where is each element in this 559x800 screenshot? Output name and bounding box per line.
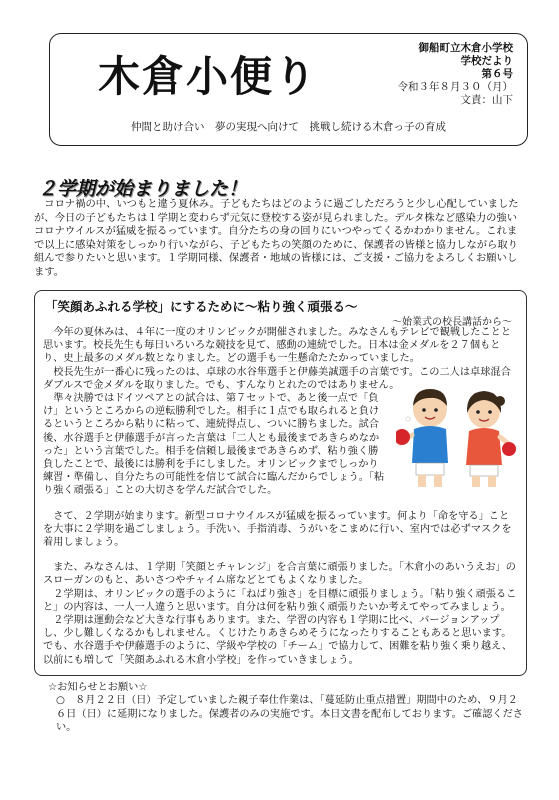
- table-tennis-illustration: [396, 379, 516, 489]
- speech-body: [43, 326, 519, 667]
- masthead: [49, 33, 528, 146]
- author: 文責：山下: [460, 94, 513, 106]
- paragraph: さて、２学期が始まります。新型コロナウイルスが猛威を振るっています。何より「命を守る」ことを大事に２学期を過ごしましょう。手洗い、手指消毒、うがいをこまめに行い、室内では必ずマスクを着用しましょう。: [43, 510, 512, 549]
- intro-paragraph: コロナ禍の中、いつもと違う夏休み。子どもたちはどのように過ごしただろうと少し心配していましたが、今日の子どもたちは１学期と変わらず元気に登校する姿が見られました。デルタ株など感染力の強いコロナウイルスが猛威を振るっています。自分たちの身の回りにいつやってくるかわかりません。これまで以上に感染対策をしっかり行いながら、子どもたちの笑顔のために、保護者の皆様と協力しながら取り組んで参りたいと思います。１学期同様、保護者・地域の皆様には、ご支援・ご協力をよろしくお願いします。: [34, 198, 519, 278]
- paragraph: ２学期は運動会など大きな行事もあります。また、学習の内容も１学期に比べ、バージョンアップし、少し難しくなるかもしれません。くじけたりあきらめそうになったりすることもあると思います。でも、水谷選手や伊藤選手のように、学級や学校の「チーム」で協力して、困難を粘り強く乗り越え、以前にも増して「笑顔あふれる木倉小学校」を作っていきましょう。: [43, 615, 513, 666]
- school-motto: 仲間と助け合い 夢の実現へ向けて 挑戦し続ける木倉っ子の育成: [131, 121, 446, 133]
- paragraph: ２学期は、オリンピックの選手のように「ねばり強さ」を目標に頑張りましょう。「粘り強く頑張ること」の内容は、一人一人違うと思います。自分は何を粘り強く頑張りたいか考えてやってみましょう。: [43, 588, 517, 613]
- box-subtitle: ～始業式の校長講話から～: [392, 317, 512, 328]
- issue-date: 令和３年８月３０（月）: [397, 81, 513, 93]
- girl-player-icon: [466, 391, 516, 487]
- notice-section: [48, 681, 526, 735]
- newsletter-title: 木倉小便り: [98, 52, 319, 101]
- notice-heading: ☆お知らせとお願い☆: [48, 682, 148, 693]
- principal-speech-box: [34, 290, 527, 676]
- box-title: 「笑顔あふれる学校」にするために～粘り強く頑張る～: [45, 299, 358, 314]
- boy-player-icon: [396, 389, 448, 487]
- paragraph: 準々決勝ではドイツペアとの試合は、第７セットで、あと後一点で「負け」というところからの逆転勝利でした。相手に１点でも取られると負けるというところから粘りに粘って、連続得点し、ついに勝ちました。試合後、水谷選手と伊藤選手が言った言葉は「二人とも最後まであきらめなかった」という言葉でした。相手を信頼し最後まであきらめず、粘り強く勝負したことで、最後には勝利を手にしました。オリンピックまでしっかり練習・準備し、自分たちの可能性を信じて試合に臨んだからでしょう。「粘り強く頑張る」ことの大切さを学んだ試合でした。: [43, 393, 385, 497]
- paragraph: 今年の夏休みは、４年に一度のオリンピックが開催されました。みなさんもテレビで観戦したことと思います。校長先生も毎日いろいろな競技を見て、感動の連続でした。日本は金メダルを２７個もとり、史上最多のメダル数となりました。どの選手も一生懸命たたかっていました。: [43, 327, 512, 365]
- school-name: 御船町立木倉小学校: [418, 42, 513, 54]
- paragraph: 校長先生が一番心に残ったのは、卓球の水谷隼選手と伊藤美誠選手の言葉です。この二人は卓球混合ダブルスで金メダルを取りました。でも、すんなりとれたのではありません。: [43, 366, 511, 391]
- newsletter-label: 学校だより: [460, 55, 513, 67]
- masthead-info: [398, 42, 514, 107]
- intro-text: [34, 198, 526, 280]
- paragraph: また、みなさんは、１学期「笑顔とチャレンジ」を合言葉に頑張りました。「木倉小のあいうえお」のスローガンのもと、あいさつやチャイム席などとてもよくなりました。: [43, 562, 516, 587]
- issue-number: 第６号: [481, 68, 513, 80]
- notice-item: ○ ８月２２日（日）予定していました親子奉仕作業は、「蔓延防止重点措置」期間中のため、９月２６日（日）に延期になりました。保護者のみの実施です。本日文書を配布しております。ご確認ください。: [56, 695, 523, 734]
- section-title: ２学期が始まりました！: [38, 178, 248, 200]
